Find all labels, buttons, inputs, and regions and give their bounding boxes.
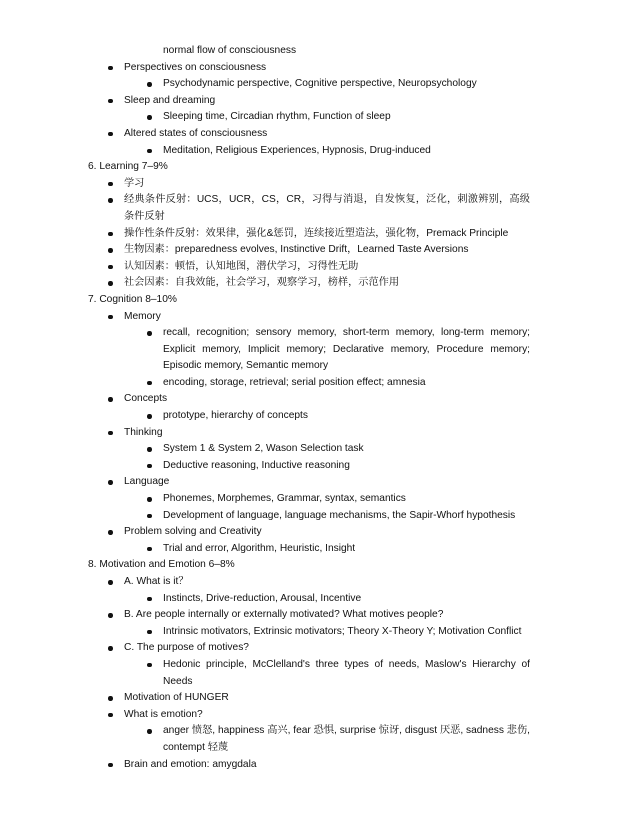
bullet-item: Sleep and dreaming <box>0 93 619 110</box>
sub-bullet-item: prototype, hierarchy of concepts <box>0 408 619 425</box>
sub-bullet-item: Phonemes, Morphemes, Grammar, syntax, semantics <box>0 491 619 508</box>
sub-bullet-item: Deductive reasoning, Inductive reasoning <box>0 458 619 475</box>
sub-bullet-item: System 1 & System 2, Wason Selection task <box>0 441 619 458</box>
sub-bullet-item: Instincts, Drive-reduction, Arousal, Incentive <box>0 591 619 608</box>
sub-bullet-item: recall, recognition; sensory memory, short-term memory, long-term memory; Explicit memory, Implicit memory; Declarative memory, Procedure memory; Episodic memory, Semantic memory <box>0 325 530 375</box>
bullet-item: Memory <box>0 309 619 326</box>
section-heading: 8. Motivation and Emotion 6–8% <box>88 559 235 571</box>
text-continuation: normal flow of consciousness <box>163 45 297 56</box>
bullet-item: Language <box>0 474 619 491</box>
section-heading: 7. Cognition 8–10% <box>88 293 177 305</box>
bullet-item: 生物因素：preparedness evolves, Instinctive Drift，Learned Taste Aversions <box>0 242 619 259</box>
bullet-item: 操作性条件反射：效果律，强化&惩罚，连续接近塑造法，强化物，Premack Principle <box>0 226 619 243</box>
section-heading: 6. Learning 7–9% <box>88 161 168 173</box>
bullet-item: 学习 <box>0 176 619 193</box>
sub-bullet-item: anger 愤怒, happiness 高兴, fear 恐惧, surprise 惊讶, disgust 厌恶, sadness 悲伤, contempt 轻蔑 <box>0 723 530 756</box>
bullet-item: Brain and emotion: amygdala <box>0 757 619 774</box>
bullet-item: 认知因素：顿悟，认知地图，潜伏学习，习得性无助 <box>0 259 619 276</box>
bullet-item: Altered states of consciousness <box>0 126 619 143</box>
sub-bullet-item: Psychodynamic perspective, Cognitive perspective, Neuropsychology <box>0 76 619 93</box>
bullet-item: B. Are people internally or externally motivated? What motives people? <box>0 607 619 624</box>
bullet-item: Motivation of HUNGER <box>0 690 619 707</box>
bullet-item: Concepts <box>0 391 619 408</box>
bullet-item: Problem solving and Creativity <box>0 524 619 541</box>
sub-bullet-item: Trial and error, Algorithm, Heuristic, Insight <box>0 541 619 558</box>
bullet-item: 经典条件反射：UCS，UCR，CS，CR，习得与消退，自发恢复，泛化，刺激辨别，高级条件反射 <box>0 192 530 225</box>
sub-bullet-item: Meditation, Religious Experiences, Hypnosis, Drug-induced <box>0 143 619 160</box>
sub-bullet-item: Hedonic principle, McClelland's three types of needs, Maslow's Hierarchy of Needs <box>0 657 530 690</box>
sub-bullet-item: Sleeping time, Circadian rhythm, Function of sleep <box>0 109 619 126</box>
sub-bullet-item: Development of language, language mechanisms, the Sapir-Whorf hypothesis <box>0 508 619 525</box>
bullet-item: 社会因素：自我效能，社会学习，观察学习，榜样，示范作用 <box>0 275 619 292</box>
bullet-item: C. The purpose of motives? <box>0 640 619 657</box>
bullet-item: Perspectives on consciousness <box>0 60 619 77</box>
sub-bullet-item: encoding, storage, retrieval; serial position effect; amnesia <box>0 375 619 392</box>
bullet-item: A. What is it？ <box>0 574 619 591</box>
sub-bullet-item: Intrinsic motivators, Extrinsic motivators; Theory X-Theory Y; Motivation Conflict <box>0 624 619 641</box>
bullet-item: What is emotion? <box>0 707 619 724</box>
bullet-item: Thinking <box>0 425 619 442</box>
